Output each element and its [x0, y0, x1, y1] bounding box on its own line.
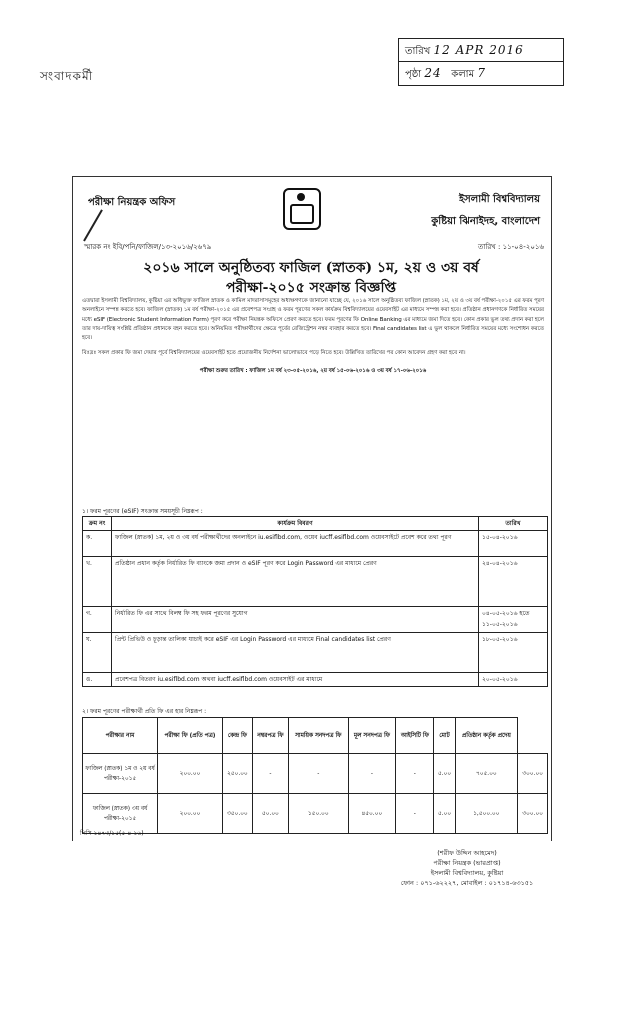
fee-header: প্রতিষ্ঠান কর্তৃক প্রদেয় [455, 718, 518, 754]
fee-header: মোট [434, 718, 455, 754]
table-row [83, 633, 548, 673]
table-row [83, 673, 548, 687]
fee-value: - [348, 754, 396, 794]
fee-value: ৩০০.০০ [518, 794, 548, 834]
schedule-col-date: তারিখ [479, 517, 548, 531]
schedule-date: ০৪-০৫-২০১৬ হতে ১১-০৫-২০১৬ [479, 607, 548, 633]
schedule-no: ঘ. [83, 633, 112, 673]
stamp-date-label: তারিখ [405, 46, 431, 57]
schedule-date: ১৫-০৪-২০১৬ [479, 531, 548, 557]
schedule-header-row [83, 517, 548, 531]
schedule-task: প্রিন্ট প্রিভিউ ও চূড়ান্ত তালিকা যাচাই করে eSIF এর Login Password এর মাধ্যমে Final candidates list প্রেরণ [112, 633, 479, 673]
fee-value: - [396, 754, 434, 794]
body-paragraph-2: বিঃদ্রঃ সকল প্রকার ফি জমা দেয়ার পূর্বে বিশ্ববিদ্যালয়ের ওয়েবসাইট হতে প্রয়োজনীয় নির্দেশনা ভালোভাবে পড়ে নিতে হবে। উল্লিখিত তারিখের পর কোন আবেদন গ্রহণ করা হবে না। [82, 350, 466, 357]
exam-dates: পরীক্ষা শুরুর তারিখ : ফাজিল ১ম বর্ষ ২৩-০৫-২০১৬, ২য় বর্ষ ১৫-০৬-২০১৬ ও ৩য় বর্ষ ১৭-০৬-২০১৬ [199, 367, 427, 374]
fee-value: ৪৫০.০০ [348, 794, 396, 834]
stamp-column-value: 7 [477, 66, 486, 80]
schedule-table [82, 516, 548, 687]
university-logo-icon [283, 188, 321, 230]
fee-table [82, 717, 548, 834]
fee-value: ৫০.০০ [252, 794, 288, 834]
fee-value: ১,৫০০.০০ [455, 794, 518, 834]
stamp-date-row [399, 39, 563, 62]
notice-title-line1: ২০১৬ সালে অনুষ্ঠিতব্য ফাজিল (স্নাতক) ১ম, ২য় ও ৩য় বর্ষ [143, 260, 479, 276]
schedule-task: প্রতিষ্ঠান প্রধান কর্তৃক নির্ধারিত ফি ব্যাংকে জমা প্রদান ও eSIF পূরণ করে Login Password এর মাধ্যমে প্রেরণ [112, 557, 479, 607]
schedule-task: ফাজিল (স্নাতক) ১ম, ২য় ও ৩য় বর্ষ পরীক্ষার্থীদের অনলাইনে iu.esiflbd.com, ওয়েব iucff.esiflbd.com ওয়েবসাইটে প্রবেশ করে তথ্য পূরণ [112, 531, 479, 557]
fee-header: সাময়িক সনদপত্র ফি [288, 718, 348, 754]
schedule-no: ঙ. [83, 673, 112, 687]
signatory-phone: ফোন : ০৭১-৬২২২৭, মোবাইল : ০১৭১৪-৬৩১৫১ [400, 879, 534, 887]
fee-header: মূল সনদপত্র ফি [348, 718, 396, 754]
newspaper-stamp [398, 38, 564, 86]
fee-value: - [396, 794, 434, 834]
schedule-no: খ. [83, 557, 112, 607]
signature-block [392, 848, 542, 888]
table-row [83, 557, 548, 607]
handwritten-note: সংবাদকর্মী [40, 69, 94, 83]
fee-value: ২০০.০০ [158, 794, 223, 834]
university-name: ইসলামী বিশ্ববিদ্যালয় [458, 194, 540, 205]
signatory-org: ইসলামী বিশ্ববিদ্যালয়, কুষ্টিয়া [430, 869, 504, 877]
fee-value: ১৫০.০০ [288, 794, 348, 834]
fee-value: - [252, 754, 288, 794]
table-row [83, 794, 548, 834]
table-row [83, 754, 548, 794]
body-paragraph-1: এতদ্বারা ইসলামী বিশ্ববিদ্যালয়, কুষ্টিয়া এর অধিভুক্ত ফাজিল স্নাতক ও কামিল মাদরাসাসমূহের অধ্যক্ষগণকে জানানো যাচ্ছে যে, ২০১৬ সালে অনুষ্ঠিতব্য ফাজিল (স্নাতক) ১ম, ২য় ও ৩য় বর্ষ পরীক্ষা-২০১৫ এর ফরম পূরণ অনলাইনে সম্পন্ন করতে হবে। ফাজিল (স্নাতক) ১ম বর্ষ পরীক্ষা-২০১৫ এর প্রবেশপত্র সংগ্রহ ও ফরম পূরণের সকল কার্যক্রম বিশ্ববিদ্যালয়ের ওয়েবসাইট এর মাধ্যমে সম্পন্ন করা হবে। প্রতিষ্ঠান প্রধানগণকে নির্ধারিত সময়ের মধ্যে eSIF (Electronic Student Information Form) পূরণ করে পরীক্ষা নিয়ন্ত্রক অফিসে প্রেরণ করতে হবে। ফরম পূরণের ফি Online Banking এর মাধ্যমে জমা দিতে হবে। কোন প্রকার ভুল তথ্য প্রদান করা হলে তার দায়-দায়িত্ব সংশ্লিষ্ট প্রতিষ্ঠান প্রধানকে বহন করতে হবে। অনিয়মিত পরীক্ষার্থীদের ক্ষেত্রে পূর্বের রেজিস্ট্রেশন নম্বর ব্যবহার করতে হবে। Final candidates list এ ভুল থাকলে নির্ধারিত সময়ের মধ্যে সংশোধন করতে হবে। [82, 298, 544, 342]
schedule-no: গ. [83, 607, 112, 633]
logo-dot [297, 193, 305, 201]
notice-title-line2: পরীক্ষা-২০১৫ সংক্রান্ত বিজ্ঞপ্তি [226, 280, 396, 296]
memo-date: তারিখ : ১১-০৪-২০১৬ [478, 243, 544, 251]
fee-value: ২০০.০০ [158, 754, 223, 794]
stamp-page-value: 24 [424, 66, 442, 80]
fee-header: আইসিটি ফি [396, 718, 434, 754]
schedule-heading: ১। ফরম পূরণের (eSIF) সংক্রান্ত সময়সূচী নিম্নরূপ : [82, 508, 203, 515]
schedule-task: নির্ধারিত ফি এর সাথে বিলম্ব ফি সহ ফরম পূরণের সুযোগ [112, 607, 479, 633]
schedule-col-task: কার্যক্রম বিবরণ [112, 517, 479, 531]
schedule-task: প্রবেশপত্র বিতরণ iu.esiflbd.com অথবা iucff.esiflbd.com ওয়েবসাইট এর মাধ্যমে [112, 673, 479, 687]
stamp-column-label: কলাম [451, 69, 475, 80]
fee-value: ৫.০০ [434, 754, 455, 794]
fee-header-row [83, 718, 548, 754]
schedule-date: ২০-০৫-২০১৬ [479, 673, 548, 687]
stamp-page-label: পৃষ্ঠা [405, 69, 422, 80]
table-row [83, 607, 548, 633]
fee-header: পরীক্ষা ফি (প্রতি পত্র) [158, 718, 223, 754]
schedule-date: ২৪-০৪-২০১৬ [479, 557, 548, 607]
memo-number: স্মারক নং ইবি/পনি/ফাজিল/১৩-২০১৬/২৬৭৯ [84, 243, 212, 251]
fee-header: পরীক্ষার নাম [83, 718, 158, 754]
office-name: পরীক্ষা নিয়ন্ত্রক অফিস [88, 197, 176, 208]
fee-value: ২৫০.০০ [222, 754, 252, 794]
fee-heading: ২। ফরম পূরণের পরীক্ষার্থী প্রতি ফি এর হার নিম্নরূপ : [82, 708, 207, 715]
university-address: কুষ্টিয়া ঝিনাইদহ, বাংলাদেশ [431, 216, 540, 227]
fee-exam-name: ফাজিল (স্নাতক) ৩য় বর্ষ পরীক্ষা-২০১৫ [83, 794, 158, 834]
fee-value: ৫.০০ [434, 794, 455, 834]
schedule-col-no: ক্রম নং [83, 517, 112, 531]
schedule-date: ১৮-০৫-২০১৬ [479, 633, 548, 673]
schedule-no: ক. [83, 531, 112, 557]
fee-value: ৩৫০.০০ [222, 794, 252, 834]
university-header [360, 189, 540, 233]
memo-line [84, 241, 544, 253]
stamp-date-value: 12 APR 2016 [433, 43, 524, 57]
signatory-title: পরীক্ষা নিয়ন্ত্রক (ভারপ্রাপ্ত) [433, 859, 501, 867]
notice-body [82, 297, 544, 376]
stamp-page-row [399, 62, 563, 84]
logo-book [290, 204, 314, 224]
fee-value: ৭০৫.০০ [455, 754, 518, 794]
table-row [83, 531, 548, 557]
fee-header: কেন্দ্র ফি [222, 718, 252, 754]
fee-exam-name: ফাজিল (স্নাতক) ১ম ও ২য় বর্ষ পরীক্ষা-২০১৫ [83, 754, 158, 794]
footer-code: পিসি-১৪৭৩/১৫(৫-৪-১৬) [80, 830, 144, 837]
signatory-name: (শরীফ উদ্দিন আহমেদ) [437, 849, 497, 857]
fee-value: ৩০০.০০ [518, 754, 548, 794]
fee-header: নম্বরপত্র ফি [252, 718, 288, 754]
fee-value: - [288, 754, 348, 794]
